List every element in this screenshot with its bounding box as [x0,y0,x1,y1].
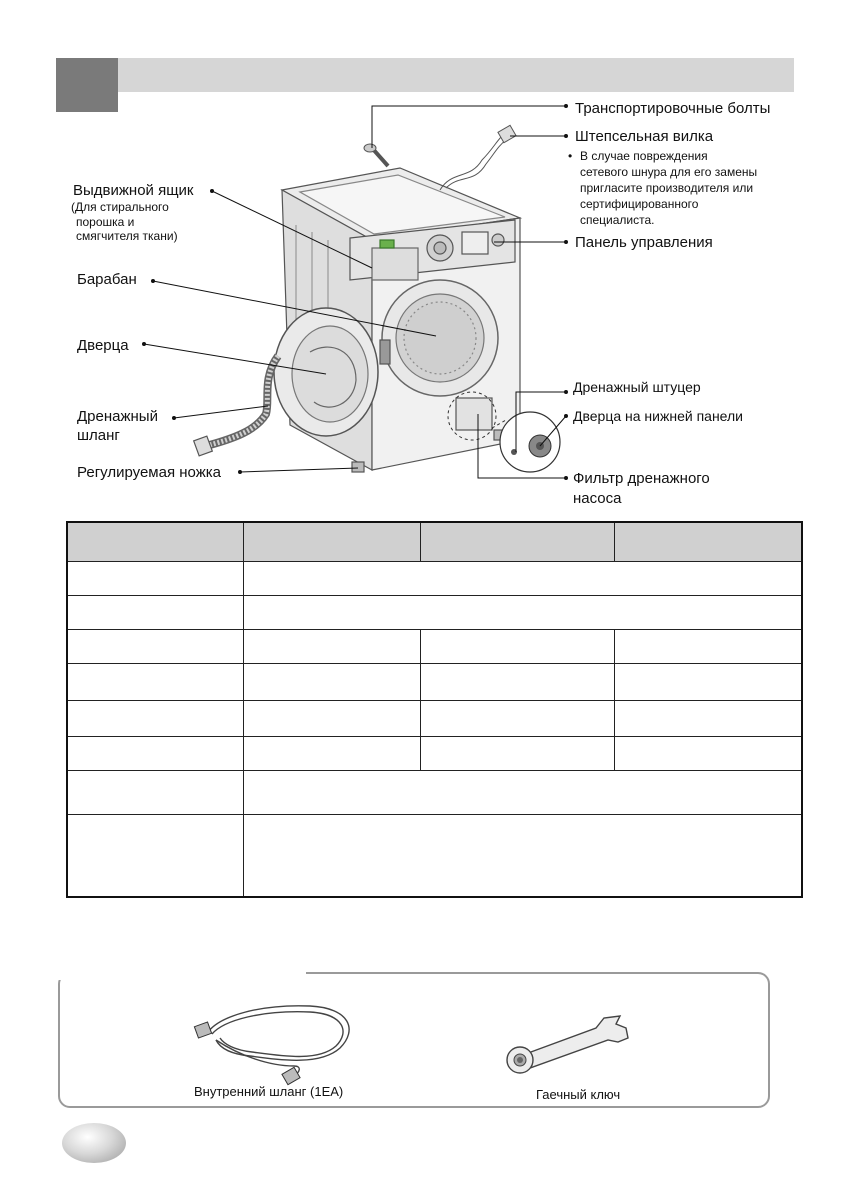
caption-wrench: Гаечный ключ [536,1087,621,1102]
table-cell [67,596,244,630]
label-transport-bolts: Транспортировочные болты [575,100,771,117]
accessories-title-gap [56,966,306,980]
page-number-oval [62,1123,126,1163]
table-cell [67,630,244,664]
table-header-cell [421,522,615,562]
table-row [67,701,802,737]
plug-note-bullet: • [568,149,573,163]
table-cell [615,630,803,664]
table-cell [244,771,803,815]
accessories-box [58,972,770,1108]
drawer-note-line-2: порошка и [76,215,135,229]
table-row [67,630,802,664]
label-drain-nozzle: Дренажный штуцер [573,379,701,395]
table-row [67,771,802,815]
table-cell [67,562,244,596]
inlet-hose-icon [190,996,360,1086]
table-cell [421,664,615,701]
label-power-plug: Штепсельная вилка [575,128,714,145]
table-row [67,737,802,771]
table-cell [244,815,803,897]
table-cell [244,664,421,701]
table-cell [615,701,803,737]
table-cell [244,737,421,771]
washing-machine-illustration [194,168,520,472]
label-adjustable-foot: Регулируемая ножка [77,464,221,481]
table-header-cell [244,522,421,562]
table-cell [67,815,244,897]
plug-note-line-5: специалиста. [580,213,655,227]
table-cell [67,737,244,771]
table-cell [421,737,615,771]
table-cell [67,664,244,701]
table-row [67,664,802,701]
table-cell [67,701,244,737]
label-drawer: Выдвижной ящик [73,182,194,199]
plug-note-line-3: пригласите производителя или [580,181,754,195]
table-header-cell [615,522,803,562]
table-cell [244,701,421,737]
label-drain-filter-line-1: Фильтр дренажного [573,470,710,487]
label-drain-filter-line-2: насоса [573,490,622,507]
table-cell [421,630,615,664]
table-cell [615,737,803,771]
table-cell [615,664,803,701]
plug-note-line-4: сертифицированного [580,197,699,211]
table-header-cell [67,522,244,562]
label-door: Дверца [77,337,129,354]
table-row [67,562,802,596]
plug-note-line-1: В случае повреждения [580,149,708,163]
table-cell [244,596,803,630]
label-control-panel: Панель управления [575,234,713,251]
table-cell [244,630,421,664]
table-header-row [67,522,802,562]
specification-table [66,521,803,898]
table-row [67,596,802,630]
table-row [67,815,802,897]
washing-machine-diagram [0,0,850,520]
table-cell [67,771,244,815]
label-drain-hose-line-2: шланг [77,427,120,444]
label-lower-panel-door: Дверца на нижней панели [573,408,743,424]
drawer-note-line-1: (Для стирального [71,200,169,214]
table-cell [421,701,615,737]
label-drum: Барабан [77,271,137,288]
wrench-icon [500,1010,634,1076]
transport-bolt-icon [364,144,388,166]
table-cell [244,562,803,596]
power-plug-icon [440,125,516,190]
plug-note-line-2: сетевого шнура для его замены [580,165,758,179]
label-drain-hose-line-1: Дренажный [77,408,158,425]
drawer-note-line-3: смягчителя ткани) [76,229,178,243]
caption-inlet-hose: Внутренний шланг (1EA) [194,1084,344,1099]
